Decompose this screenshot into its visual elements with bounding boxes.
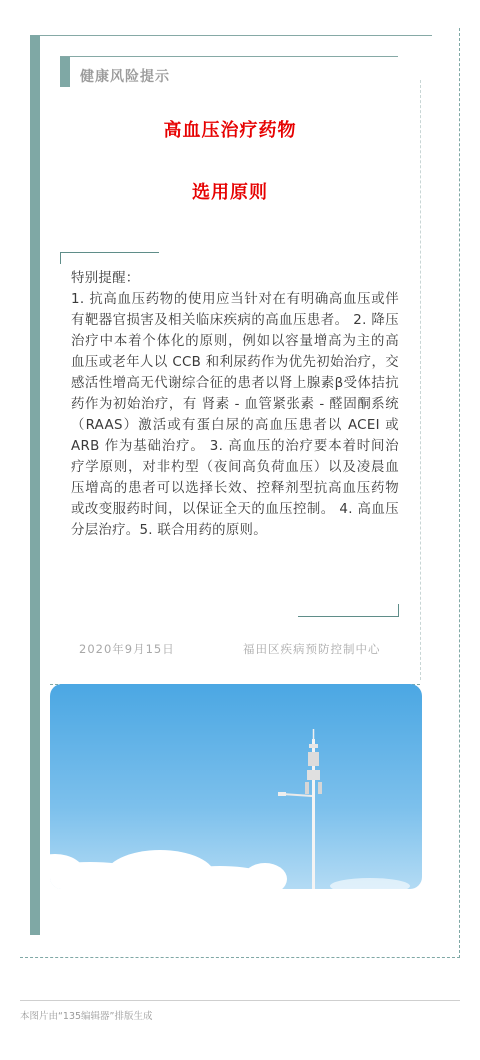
credit-divider	[20, 1000, 460, 1001]
frame-corner-bottom-right	[298, 604, 399, 617]
inner-dashed-divider	[420, 80, 421, 680]
bottom-dashed-border	[20, 957, 460, 958]
publish-date: 2020年9月15日	[79, 642, 175, 656]
publisher-organization: 福田区疾病预防控制中心	[243, 642, 381, 656]
header-label: 健康风险提示	[80, 69, 170, 85]
reminder-paragraph: 1. 抗高血压药物的使用应当针对在有明确高血压或伴有靶器官损害及相关临床疾病的高血压患者。 2. 降压治疗中本着个体化的原则，例如以容量增高为主的高血压或老年人以 CCB 和利尿药作为优先初始治疗，交感活性增高无代谢综合征的患者以肾上腺素β受体拮抗药作为初始治疗，有 肾素 - 血管紧张素 - 醛固酮系统（RAAS）激活或有蛋白尿的高血压患者以 ACEI 或 ARB 作为基础治疗。 3. 高血压的治疗要本着时间治疗学原则，对非杓型（夜间高负荷血压）以及凌晨血压增高的患者可以选择长效、控释剂型抗高血压药物或改变服药时间，以保证全天的血压控制。 4. 高血压分层治疗。5. 联合用药的原则。	[71, 292, 399, 538]
left-accent-bar	[30, 35, 40, 935]
editor-credit: 本图片由“135编辑器”排版生成	[20, 1011, 153, 1022]
header-rule	[60, 56, 398, 57]
frame-corner-top-left	[60, 252, 159, 264]
reminder-heading: 特别提醒：	[71, 271, 140, 286]
top-border-rule	[30, 35, 432, 36]
article-body	[71, 268, 399, 541]
right-dashed-border	[459, 28, 460, 958]
article-title-line-2: 选用原则	[192, 182, 268, 203]
tower-photo	[50, 684, 422, 889]
header-accent-block	[60, 57, 70, 87]
tower-photo-illustration	[50, 684, 422, 889]
article-title-line-1: 高血压治疗药物	[163, 120, 297, 141]
